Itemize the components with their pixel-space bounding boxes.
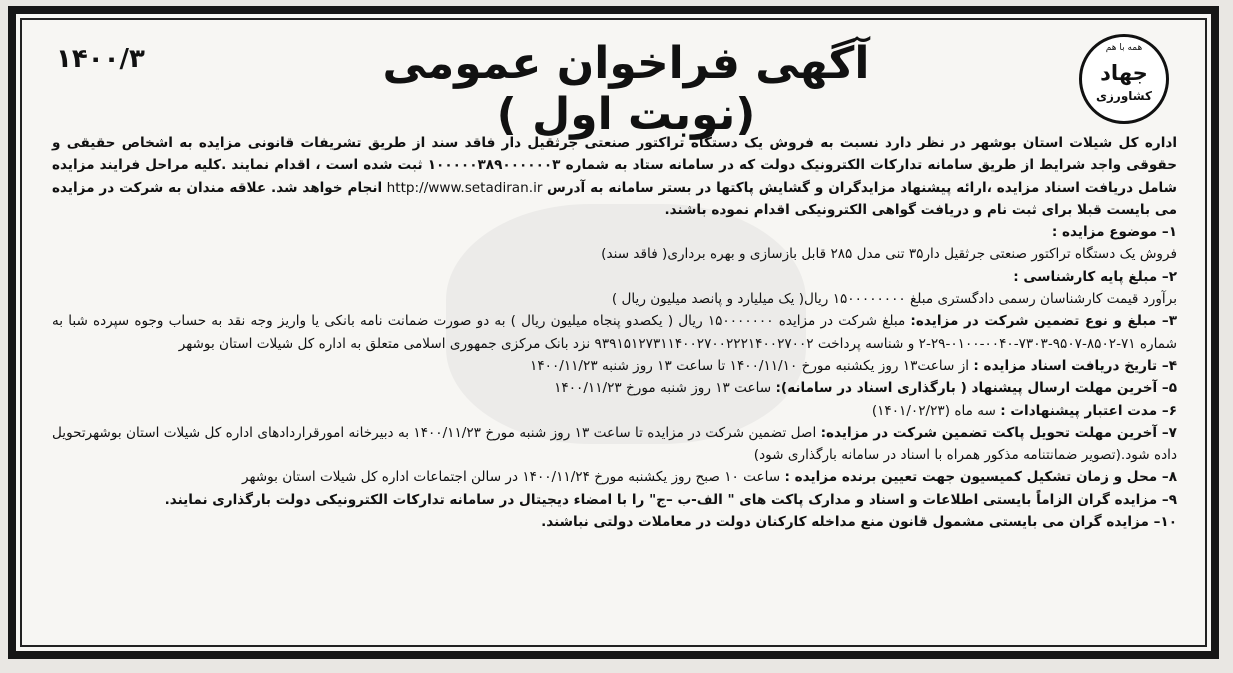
item-1-title: ۱– موضوع مزایده : xyxy=(1051,224,1177,241)
ad-title: آگهی فراخوان عمومی (نوبت اول ) xyxy=(382,38,870,140)
logo-sub-text: کشاورزی xyxy=(1096,89,1152,103)
item-1-text: فروش یک دستگاه تراکتور صنعتی جرثقیل دار۳۵ تنی مدل ۲۸۵ قابل بازسازی و بهره برداری( فاقد سند) xyxy=(601,246,1177,263)
item-3-text: مبلغ شرکت در مزایده ۱۵۰۰۰۰۰۰۰ ریال ( یکصدو پنجاه میلیون ریال ) به دو صورت ضمانت نامه بانکی یا واریز وجه نقد به حساب وجوه سپرده شبا به شماره ۷۱-۸۵۰۲-۹۵۰۷-۷۳۰۳-۰۰۴۰-۰۱۰۰-۲۹-۲ و شناسه پرداخت ۹۳۹۱۵۱۲۷۳۱۱۴۰۰۲۷۰۰۲۲۲۱۴۰۰۲۷۰۰۲ نزد بانک مرکزی جمهوری اسلامی متعلق به اداره کل شیلات استان بوشهر xyxy=(52,313,1177,352)
item-5-title: ۵– آخرین مهلت ارسال پیشنهاد ( بارگذاری اسناد در سامانه): xyxy=(775,380,1177,397)
item-4 xyxy=(52,355,1177,377)
logo-top-text: همه با هم xyxy=(1105,43,1143,53)
logo-main-text: جهاد xyxy=(1100,61,1148,85)
item-4-title: ۴– تاریخ دریافت اسناد مزایده : xyxy=(973,357,1177,374)
item-8 xyxy=(52,466,1177,488)
item-5 xyxy=(52,377,1177,399)
item-2-title: ۲– مبلغ پایه کارشناسی : xyxy=(1013,268,1177,285)
item-7-title: ۷– آخرین مهلت تحویل پاکت تضمین شرکت در مزایده: xyxy=(820,424,1177,441)
item-7-text: اصل تضمین شرکت در مزایده تا ساعت ۱۳ روز شنبه مورخ ۱۴۰۰/۱۱/۲۳ به دبیرخانه امورقراردادهای اداره کل شیلات استان بوشهرتحویل داده شود.(تصویر ضمانتنامه مذکور همراه با اسناد در سامانه بارگذاری شود) xyxy=(52,424,1177,464)
ad-code: ۱۴۰۰/۳ xyxy=(56,44,145,74)
item-6-text: سه ماه (۱۴۰۱/۰۲/۲۳) xyxy=(871,402,996,419)
intro-text: اداره کل شیلات استان بوشهر در نظر دارد نسبت به فروش یک دستگاه تراکتور صنعتی جرثقیل دار فاقد سند از طریق تشریفات قانونی مزایده به اشخاص حقیقی و حقوقی واجد شرایط از طریق سامانه تدارکات الکترونیک دولت که در سامانه ستاد به شماره ۱۰۰۰۰۰۳۸۹۰۰۰۰۰۰۳ ثبت شده است ، اقدام نمایند .کلیه مراحل فرایند مزایده شامل دریافت اسناد مزایده ،ارائه پیشنهاد مزایدگران و گشایش پاکتها در بستر سامانه به آدرس xyxy=(52,135,1177,196)
item-8-text: ساعت ۱۰ صبح روز یکشنبه مورخ ۱۴۰۰/۱۱/۲۴ در سالن اجتماعات اداره کل شیلات استان بوشهر xyxy=(241,469,781,486)
item-4-text: از ساعت۱۳ روز یکشنبه مورخ ۱۴۰۰/۱۱/۱۰ تا ساعت ۱۳ روز شنبه ۱۴۰۰/۱۱/۲۳ xyxy=(530,357,970,374)
intro-paragraph xyxy=(52,132,1177,221)
ad-body xyxy=(52,132,1177,533)
item-6-title: ۶– مدت اعتبار پیشنهادات : xyxy=(1000,402,1177,419)
item-8-title: ۸– محل و زمان تشکیل کمیسیون جهت تعیین برنده مزایده : xyxy=(784,469,1177,486)
item-5-text: ساعت ۱۳ روز شنبه مورخ ۱۴۰۰/۱۱/۲۳ xyxy=(554,380,772,397)
jahad-logo-icon xyxy=(1079,34,1169,124)
advertisement-frame xyxy=(8,6,1219,659)
setad-url-link[interactable]: http://www.setadiran.ir xyxy=(386,179,543,196)
item-9-text: ۹– مزایده گران الزاماً بایستی اطلاعات و اسناد و مدارک پاکت های " الف-ب –ج" را با امضاء دیجیتال در سامانه تدارکات الکترونیکی دولت بارگذاری نمایند. xyxy=(164,491,1177,508)
item-6 xyxy=(52,400,1177,422)
item-3-title: ۳– مبلغ و نوع تضمین شرکت در مزایده: xyxy=(910,313,1177,330)
item-2-text: برآورد قیمت کارشناسان رسمی دادگستری مبلغ ۱۵۰۰۰۰۰۰۰۰ ریال( یک میلیارد و پانصد میلیون ریال ) xyxy=(611,291,1177,308)
item-3 xyxy=(52,310,1177,355)
item-10-text: ۱۰– مزایده گران می بایستی مشمول قانون منع مداخله کارکنان دولت در معاملات دولتی نباشند. xyxy=(541,514,1177,531)
item-7 xyxy=(52,422,1177,467)
intro-text-2: انجام خواهد شد. علاقه مندان به شرکت در مزایده می بایست قبلا برای ثبت نام و دریافت گواهی الکترونیکی اقدام نموده باشند. xyxy=(52,179,1177,218)
